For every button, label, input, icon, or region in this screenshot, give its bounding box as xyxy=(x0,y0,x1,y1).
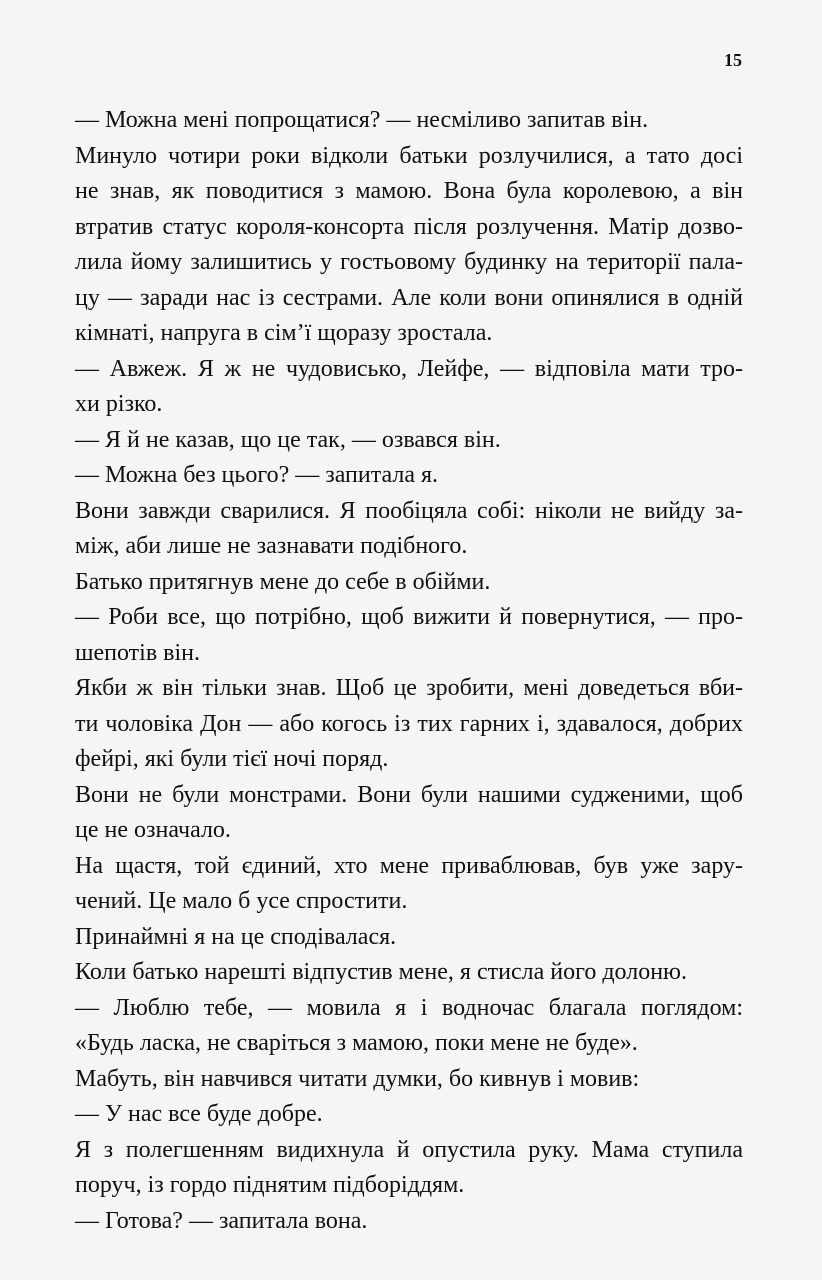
text-line: ти чоловіка Дон — або когось із тих гарних і, здавалося, добрих xyxy=(75,710,743,737)
text-line: — Люблю тебе, — мовила я і водночас благала поглядом: xyxy=(75,994,743,1021)
text-line: цу — заради нас із сестрами. Але коли вони опинялися в одній xyxy=(75,284,743,311)
text-line: Вони завжди сварилися. Я пообіцяла собі: ніколи не вийду за- xyxy=(75,497,743,524)
text-line: — Я й не казав, що це так, — озвався він. xyxy=(75,426,501,453)
text-line: — У нас все буде добре. xyxy=(75,1101,323,1127)
text-line: Батько притягнув мене до себе в обійми. xyxy=(75,568,491,595)
text-line: фейрі, які були тієї ночі поряд. xyxy=(75,746,389,772)
text-line: Якби ж він тільки знав. Щоб це зробити, мені доведеться вби- xyxy=(75,675,743,701)
text-line: лила йому залишитись у гостьовому будинку на території пала- xyxy=(75,249,743,275)
text-line: — Роби все, що потрібно, щоб вижити й повернутися, — про- xyxy=(75,604,743,630)
text-line: — Можна без цього? — запитала я. xyxy=(75,462,439,488)
text-line: поруч, із гордо піднятим підборіддям. xyxy=(75,1172,465,1198)
text-line: це не означало. xyxy=(75,817,231,843)
text-line: не знав, як поводитися з мамою. Вона була королевою, а він xyxy=(75,178,743,204)
text-line: — Готова? — запитала вона. xyxy=(75,1207,368,1234)
text-line: шепотів він. xyxy=(75,639,200,666)
text-line: — Авжеж. Я ж не чудовисько, Лейфе, — відповіла мати тро- xyxy=(75,355,743,382)
text-line: Мабуть, він навчився читати думки, бо кивнув і мовив: xyxy=(75,1065,640,1092)
text-line: Минуло чотири роки відколи батьки розлучилися, а тато досі xyxy=(75,142,743,169)
text-line: хи різко. xyxy=(75,391,163,417)
text-line: Коли батько нарешті відпустив мене, я стисла його долоню. xyxy=(75,959,687,985)
text-line: чений. Це мало б усе спростити. xyxy=(75,888,408,914)
text-line: Я з полегшенням видихнула й опустила руку. Мама ступила xyxy=(75,1136,743,1163)
text-line: кімнаті, напруга в сім’ї щоразу зростала. xyxy=(75,320,493,346)
text-line: На щастя, той єдиний, хто мене приваблював, був уже зару- xyxy=(75,852,743,879)
text-line: між, аби лише не зазнавати подібного. xyxy=(75,533,468,559)
page-number: 15 xyxy=(724,50,742,70)
text-line: — Можна мені попрощатися? — несміливо запитав він. xyxy=(75,107,649,133)
text-line: втратив статус короля-консорта після розлучення. Матір дозво- xyxy=(75,213,743,240)
text-line: Вони не були монстрами. Вони були нашими судженими, щоб xyxy=(75,781,743,808)
text-line: «Будь ласка, не сваріться з мамою, поки мене не буде». xyxy=(75,1030,638,1056)
body-text xyxy=(75,103,743,1239)
text-line: Принаймні я на це сподівалася. xyxy=(75,923,397,950)
